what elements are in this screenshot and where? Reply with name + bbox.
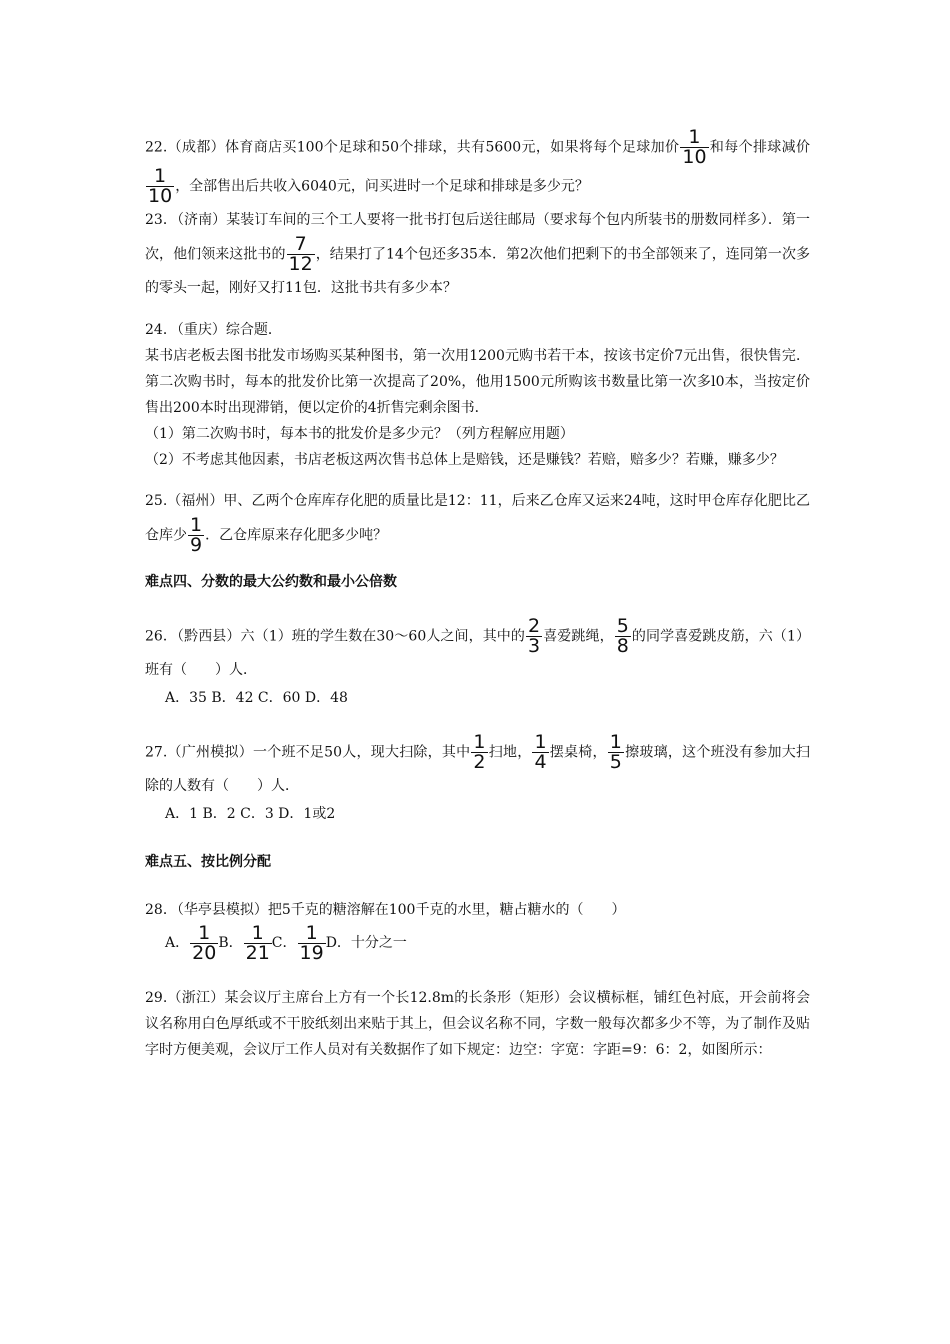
- question-26-options: A．35 B．42 C．60 D．48: [165, 690, 348, 706]
- q26-text-1: 26．（黔西县）六（1）班的学生数在30～60人之间，其中的: [145, 628, 526, 645]
- question-26: [145, 617, 810, 685]
- question-23: [145, 206, 810, 303]
- document-page: [145, 128, 810, 1063]
- fraction-1-4: $\frac{1}{4}$: [534, 731, 547, 773]
- fraction-1-19: $\frac{1}{19}$: [299, 921, 324, 964]
- fraction-1-10: $\frac{1}{10}$: [682, 126, 707, 168]
- question-22: [145, 128, 810, 206]
- q23-text-1: 23．（济南）某装订车间的三个工人要将一批书打包后送往邮局（要求每个包内所装书的册数同样多）．第一次，他们领来这批书的: [145, 212, 810, 263]
- q22-text-2: 和每个排球减价: [709, 139, 811, 156]
- question-27-options: A．1 B．2 C．3 D．1或2: [165, 806, 336, 822]
- q28-option-a-label: A．: [165, 935, 190, 951]
- q22-text-1: 22.（成都）体育商店买100个足球和50个排球，共有5600元，如果将每个足球加价: [145, 139, 680, 156]
- question-28: 28．（华亭县模拟）把5千克的糖溶解在100千克的水里，糖占糖水的（ ）: [145, 902, 626, 918]
- fraction-1-2: $\frac{1}{2}$: [473, 731, 486, 773]
- question-24-title: 24．（重庆）综合题．: [145, 322, 282, 338]
- q28-option-b-label: B．: [218, 935, 243, 951]
- fraction-1-21: $\frac{1}{21}$: [245, 921, 270, 964]
- question-24-sub2: （2）不考虑其他因素，书店老板这两次售书总体上是赔钱，还是赚钱？若赔，赔多少？若赚，赚多少？: [145, 452, 784, 468]
- q22-text-3: ，全部售出后共收入6040元，问买进时一个足球和排球是多少元？: [175, 178, 589, 195]
- question-27: [145, 733, 810, 801]
- fraction-1-10: $\frac{1}{10}$: [148, 165, 173, 207]
- section-heading-5: 难点五、按比例分配: [145, 854, 271, 870]
- q28-option-d-label: D．十分之一: [325, 935, 407, 951]
- fraction-1-20: $\frac{1}{20}$: [192, 921, 217, 964]
- fraction-1-9: $\frac{1}{9}$: [190, 514, 203, 556]
- q27-text-3: 摆桌椅，: [549, 744, 607, 761]
- question-24-body: 某书店老板去图书批发市场购买某种图书，第一次用1200元购书若干本，按该书定价7元出售，很快售完．第二次购书时，每本的批发价比第一次提高了20%，他用1500元所购该书数量比第一次多l0本，当按定价售出200本时出现滞销，便以定价的4折售完剩余图书．: [145, 348, 810, 416]
- question-28-options: [145, 923, 810, 963]
- q25-text-1: 25.（福州）甲、乙两个仓库库存化肥的质量比是12：11，后来乙仓库又运来24吨，这时甲仓库存化肥比乙仓库少: [145, 493, 810, 544]
- fraction-2-3: $\frac{2}{3}$: [528, 615, 541, 657]
- q26-text-3: 的同学喜爱跳皮筋，六（1）班有（ ）人．: [145, 628, 810, 678]
- q28-option-c-label: C．: [271, 935, 297, 951]
- fraction-1-5: $\frac{1}{5}$: [609, 731, 622, 773]
- fraction-5-8: $\frac{5}{8}$: [616, 615, 629, 657]
- q23-text-2: ，结果打了14个包还多35本．第2次他们把剩下的书全部领来了，连同第一次多的零头一起，刚好又打11包．这批书共有多少本？: [145, 246, 810, 296]
- q27-text-2: 扫地，: [488, 744, 532, 761]
- fraction-7-12: $\frac{7}{12}$: [288, 233, 313, 275]
- question-25: [145, 487, 810, 555]
- q27-text-1: 27.（广州模拟）一个班不足50人，现大扫除，其中: [145, 744, 471, 761]
- q25-text-2: ．乙仓库原来存化肥多少吨？: [205, 527, 388, 544]
- section-heading-4: 难点四、分数的最大公约数和最小公倍数: [145, 574, 397, 590]
- q27-text-4: 擦玻璃，这个班没有参加大扫除的人数有（ ）人．: [145, 744, 811, 794]
- question-29: 29.（浙江）某会议厅主席台上方有一个长12.8m的长条形（矩形）会议横标框，铺红色衬底，开会前将会议名称用白色厚纸或不干胶纸刻出来贴于其上，但会议名称不同，字数一般每次都多少不等，为了制作及贴字时方便美观，会议厅工作人员对有关数据作了如下规定：边空：字宽：字距=9：6：2，如图所示：: [145, 990, 810, 1058]
- question-24-sub1: （1）第二次购书时，每本书的批发价是多少元？（列方程解应用题）: [145, 426, 574, 442]
- q26-text-2: 喜爱跳绳，: [543, 628, 614, 645]
